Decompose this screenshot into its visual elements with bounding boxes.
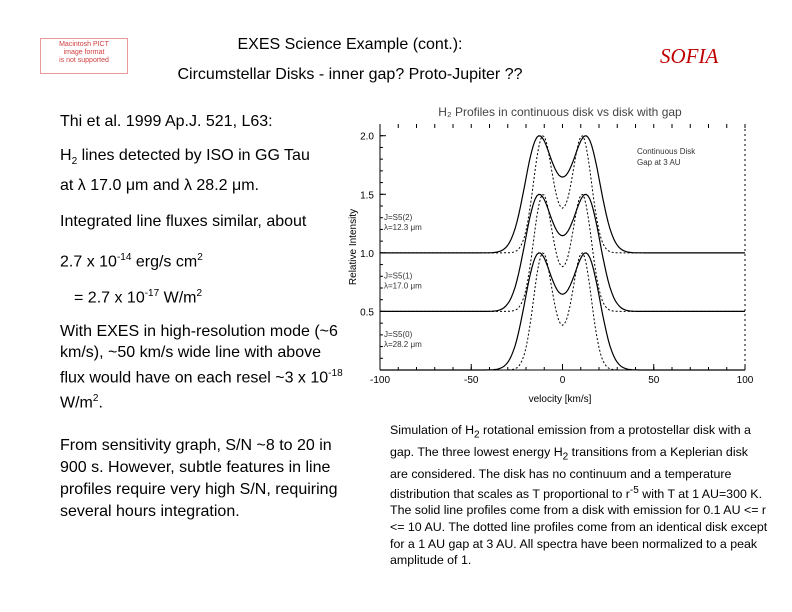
flux-intro-text: Integrated line fluxes similar, about: [60, 213, 307, 230]
y-tick-label: 2.0: [360, 131, 374, 143]
x-tick-label: 0: [559, 375, 566, 386]
pict-placeholder-image: [40, 38, 128, 74]
h2-profile-chart: [345, 100, 765, 405]
series-label-transition: J=S5(1): [384, 271, 413, 281]
series-label-transition: J=S5(0): [384, 330, 413, 340]
chart-axes: [380, 124, 745, 370]
flux-value-cgs: 2.7 x $10^{-14}$ erg/s $cm^2$: [60, 252, 203, 271]
chart-series-group: [380, 136, 745, 370]
y-tick-label: 0.5: [360, 307, 374, 319]
title-line2: Circumstellar Disks - inner gap? Proto-Jupiter ??: [177, 66, 523, 83]
pict-text-line2: image format: [63, 49, 105, 56]
figure-caption: Simulation of $H_2$ rotational emission from a protostellar disk with a gap. The three lowest energy $H_2$ transitions from a Keplerian disk are considered. The disk has no continuum and a temperature distribution that scales as T proportional to $r^{-5}$ with T at 1 AU=300 K. The solid line profiles come from a disk with emission for 0.1 AU <= r <= 10 AU. The dotted line profiles come from an identical disk except for a 1 AU gap at 3 AU. All spectra have been normalized to a peak amplitude of 1.: [390, 423, 768, 568]
series-label-wavelength: λ=12.3 μm: [384, 223, 422, 233]
y-tick-label: 1.5: [360, 190, 374, 202]
chart-series-labels: [384, 213, 422, 349]
h2-detection-text: $H_2$ lines detected by ISO in GG Tau: [60, 147, 310, 168]
chart-x-axis-label: velocity [km/s]: [528, 394, 592, 405]
x-tick-label: 50: [648, 375, 660, 386]
wavelength-text: at λ 17.0 μm and λ 28.2 μm.: [60, 177, 259, 194]
reference-text: Thi et al. 1999 Ap.J. 521, L63:: [60, 113, 273, 130]
chart-legend: [637, 147, 696, 167]
chart-top-ticks: [380, 124, 745, 128]
title-line1: EXES Science Example (cont.):: [237, 36, 463, 53]
x-tick-label: -100: [369, 375, 391, 386]
sofia-logo: SOFIA: [660, 44, 719, 68]
series-label-wavelength: λ=17.0 μm: [384, 281, 422, 291]
x-tick-label: -50: [464, 375, 479, 386]
y-tick-label: 1.0: [360, 248, 374, 260]
flux-value-si: = 2.7 x $10^{-17}$ $W/m^2$: [74, 288, 203, 307]
x-tick-label: 100: [736, 375, 754, 386]
exes-resolution-text: With EXES in high-resolution mode (~6 km/s), ~50 km/s wide line with above flux would have on each resel ~3 x $10^{-18}$ $W/m^2$.: [60, 323, 343, 412]
series-label-wavelength: λ=28.2 μm: [384, 340, 422, 350]
pict-text-line1: Macintosh PICT: [59, 41, 109, 48]
sensitivity-text: From sensitivity graph, S/N ~8 to 20 in 900 s. However, subtle features in line profiles require very high S/N, requiring several hours integration.: [60, 437, 338, 520]
pict-text-line3: is not supported: [59, 57, 109, 64]
chart-y-axis-label: Relative Intensity: [348, 208, 359, 286]
legend-entry: Continuous Disk: [637, 147, 696, 156]
legend-entry: Gap at 3 AU: [637, 158, 681, 167]
series-label-transition: J=S5(2): [384, 213, 413, 223]
chart-title: H₂ Profiles in continuous disk vs disk with gap: [438, 105, 682, 119]
